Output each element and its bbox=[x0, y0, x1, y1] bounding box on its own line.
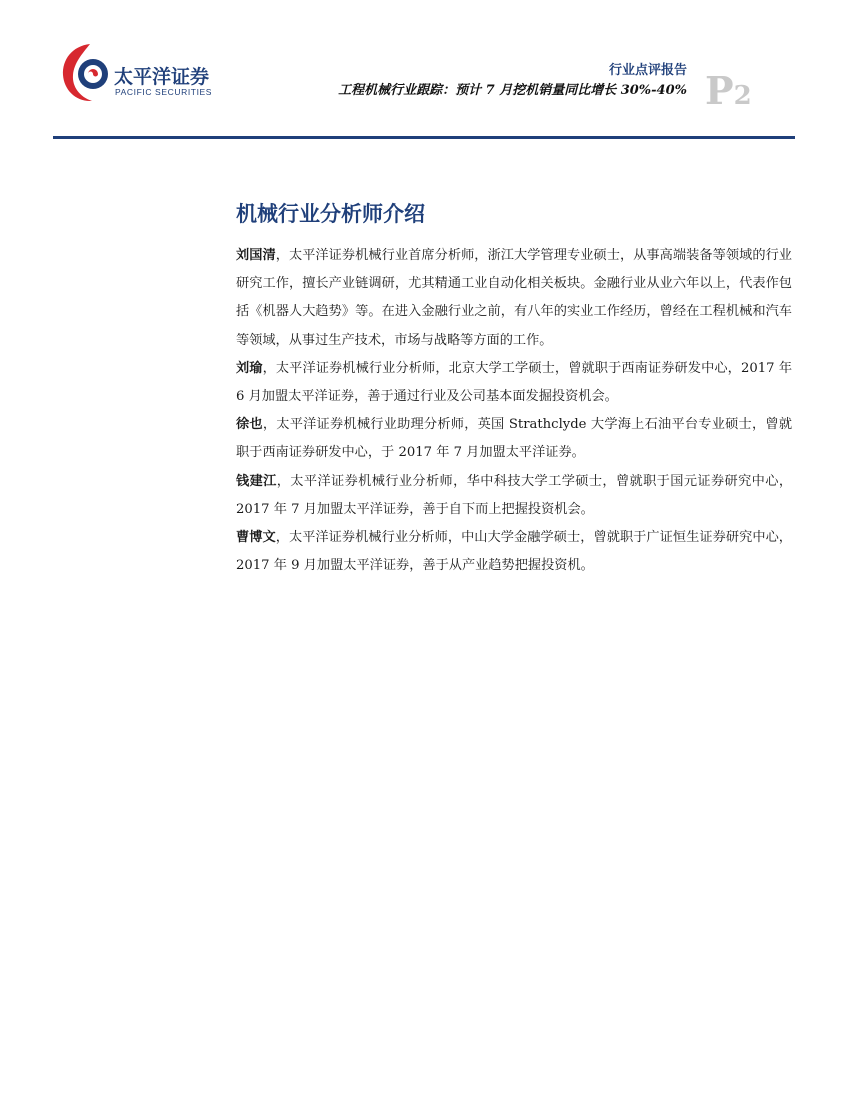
header-divider bbox=[53, 136, 795, 139]
analyst-description: ，太平洋证券机械行业分析师，华中科技大学工学硕士，曾就职于国元证券研究中心，2017 年 7 月加盟太平洋证券，善于自下而上把握投资机会。 bbox=[236, 473, 793, 517]
analyst-description: ，太平洋证券机械行业分析师，北京大学工学硕士，曾就职于西南证券研发中心，2017 年 6 月加盟太平洋证券，善于通过行业及公司基本面发掘投资机会。 bbox=[236, 360, 793, 405]
logo-name-cn: 太平洋证券 bbox=[114, 66, 210, 88]
report-title: 工程机械行业跟踪：预计 7 月挖机销量同比增长 30%-40% bbox=[338, 83, 687, 98]
analyst-bio bbox=[236, 355, 792, 411]
analyst-bio bbox=[236, 524, 792, 580]
analyst-description: ，太平洋证券机械行业首席分析师，浙江大学管理专业硕士，从事高端装备等领域的行业研究工作，擅长产业链调研，尤其精通工业自动化相关板块。金融行业从业六年以上，代表作包括《机器人大趋势》等。在进入金融行业之前，有八年的实业工作经历，曾经在工程机械和汽车等领域，从事过生产技术，市场与战略等方面的工作。 bbox=[236, 248, 792, 348]
analyst-name: 曹博文 bbox=[236, 530, 276, 546]
company-logo bbox=[60, 42, 230, 106]
page-letter: P bbox=[705, 68, 734, 113]
logo-emblem-icon bbox=[60, 42, 114, 104]
analyst-bio bbox=[236, 242, 792, 355]
analyst-bio bbox=[236, 411, 792, 467]
page-digit: 2 bbox=[733, 81, 752, 111]
section-title: 机械行业分析师介绍 bbox=[236, 202, 425, 226]
analyst-bio bbox=[236, 468, 792, 524]
report-type: 行业点评报告 bbox=[608, 63, 687, 78]
page-number bbox=[705, 68, 752, 113]
analyst-name: 刘国清 bbox=[236, 248, 276, 263]
analyst-description: ，太平洋证券机械行业助理分析师，英国 Strathclyde 大学海上石油平台专业硕士，曾就职于西南证券研发中心，于 2017 年 7 月加盟太平洋证券。 bbox=[236, 417, 793, 461]
analyst-list bbox=[236, 242, 792, 580]
logo-name-en: PACIFIC SECURITIES bbox=[115, 87, 213, 97]
analyst-name: 钱建江 bbox=[236, 473, 277, 489]
analyst-name: 徐也 bbox=[236, 417, 263, 433]
analyst-name: 刘瑜 bbox=[236, 360, 263, 376]
analyst-description: ，太平洋证券机械行业分析师，中山大学金融学硕士，曾就职于广证恒生证券研究中心，2017 年 9 月加盟太平洋证券，善于从产业趋势把握投资机。 bbox=[236, 530, 792, 574]
